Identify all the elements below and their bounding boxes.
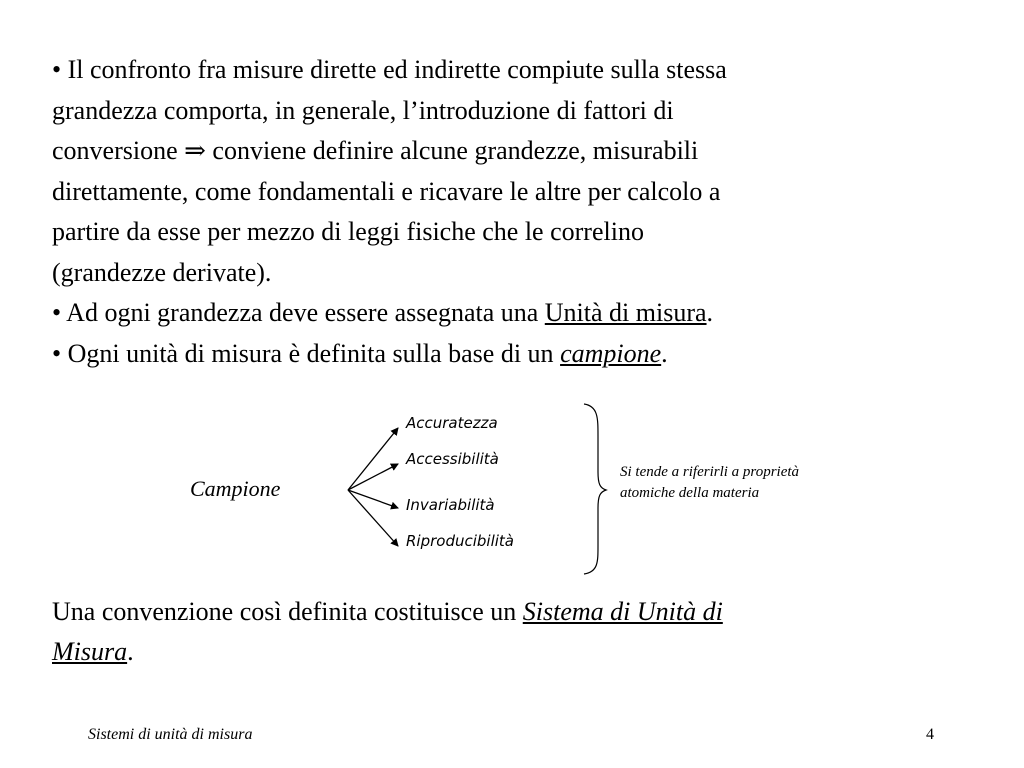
property-accessibilita: Accessibilità <box>406 450 499 468</box>
bullet-list <box>52 50 952 374</box>
conclusion-text: Una convenzione così definita costituisce un <box>52 597 523 626</box>
campione-label: Campione <box>190 476 281 501</box>
sample-term: campione <box>560 338 662 368</box>
property-accuratezza: Accuratezza <box>406 414 498 432</box>
property-invariabilita: Invariabilità <box>406 496 495 514</box>
page-number: 4 <box>926 726 934 743</box>
right-curly-brace <box>584 404 606 574</box>
bullet-3-period: . <box>661 338 668 368</box>
unit-system-term-part-1: Sistema di Unità di <box>522 597 723 626</box>
bullet-1-line-5: partire da esse per mezzo di leggi fisiche che le correlino <box>52 217 644 246</box>
bullet-1-line-3 <box>52 131 952 172</box>
atomic-properties-note <box>620 462 900 504</box>
bullet-1-line-3-start: conversione <box>52 136 178 165</box>
bullet-1-line-3-end: conviene definire alcune grandezze, misurabili <box>212 136 699 165</box>
conclusion-line-1 <box>52 592 952 632</box>
note-line-2: atomiche della materia <box>620 485 760 501</box>
footer-title: Sistemi di unità di misura <box>88 726 253 743</box>
unit-of-measure-term: Unità di misura <box>544 298 707 327</box>
bullet-3 <box>52 334 952 375</box>
bullet-1-line-1: • Il confronto fra misure dirette ed indirette compiute sulla stessa <box>52 55 727 84</box>
bullet-2-period: . <box>706 298 714 327</box>
unit-system-term-part-2: Misura <box>52 637 128 666</box>
bullet-1-line-4: direttamente, come fondamentali e ricavare le altre per calcolo a <box>52 176 721 206</box>
implies-arrow-icon: ⇒ <box>184 136 206 165</box>
bullet-1-line-6: (grandezze derivate). <box>52 257 272 287</box>
bullet-1-line-2: grandezza comporta, in generale, l’introduzione di fattori di <box>52 95 674 125</box>
conclusion-line-2 <box>52 632 952 672</box>
property-riproducibilita: Riproducibilità <box>406 532 514 550</box>
conclusion-period: . <box>127 637 134 666</box>
note-line-1: Si tende a riferirli a proprietà <box>620 464 800 480</box>
bullet-2-text: • Ad ogni grandezza deve essere assegnata una <box>52 298 545 327</box>
arrow-accessibilita <box>348 464 398 490</box>
bullet-3-text: • Ogni unità di misura è definita sulla base di un <box>52 338 561 368</box>
bullet-2 <box>52 293 952 334</box>
conclusion-paragraph <box>52 592 952 672</box>
arrow-accuratezza <box>348 428 398 490</box>
